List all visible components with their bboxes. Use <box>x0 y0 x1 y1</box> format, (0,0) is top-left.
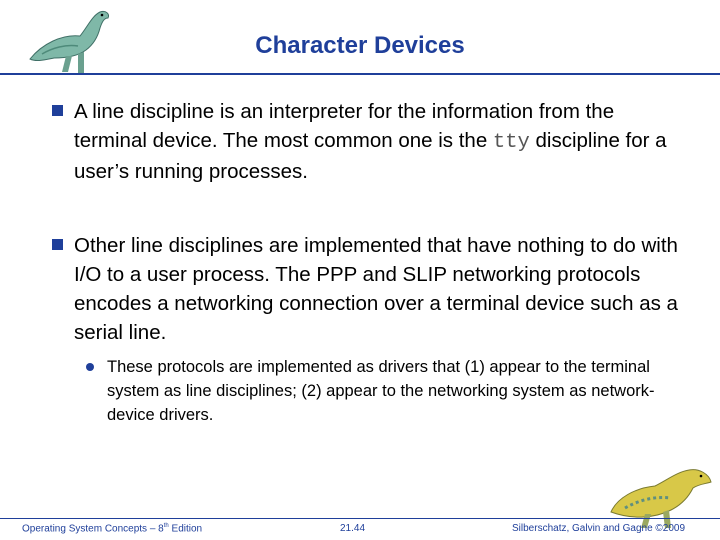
title-divider <box>0 73 720 75</box>
square-bullet-icon <box>52 239 63 250</box>
dinosaur-logo-bottom-icon <box>605 462 717 530</box>
sub-bullet-protocols <box>86 355 686 427</box>
footer-page-number: 21.44 <box>340 523 366 534</box>
round-bullet-icon <box>86 363 94 371</box>
footer-book-sup: th <box>163 523 169 529</box>
slide-title: Character Devices <box>255 32 465 59</box>
footer-book-title <box>22 523 202 534</box>
tty-code: tty <box>492 131 530 154</box>
square-bullet-icon <box>52 105 63 116</box>
bullet-line-discipline <box>52 97 692 186</box>
sub-bullet-text: These protocols are implemented as drivers that (1) appear to the terminal system as line disciplines; (2) appear to the networking system as network-device drivers. <box>107 358 655 424</box>
footer-book-prefix: Operating System Concepts – 8 <box>22 523 164 535</box>
bullet-text: Other line disciplines are implemented that have nothing to do with I/O to a user process. The PPP and SLIP networking protocols encodes a networking connection over a terminal device such as a serial line. <box>74 234 678 344</box>
bullet-text-after: discipline for a user’s running processes. <box>74 129 667 183</box>
bullet-text <box>74 97 692 186</box>
bullet-text-before: A line discipline is an interpreter for the information from the terminal device. The most common one is the <box>74 100 615 152</box>
footer-divider <box>0 518 720 519</box>
footer-book-suffix: Edition <box>168 523 203 535</box>
footer-copyright: Silberschatz, Galvin and Gagne ©2009 <box>512 523 686 534</box>
bullet-other-disciplines <box>52 231 692 347</box>
